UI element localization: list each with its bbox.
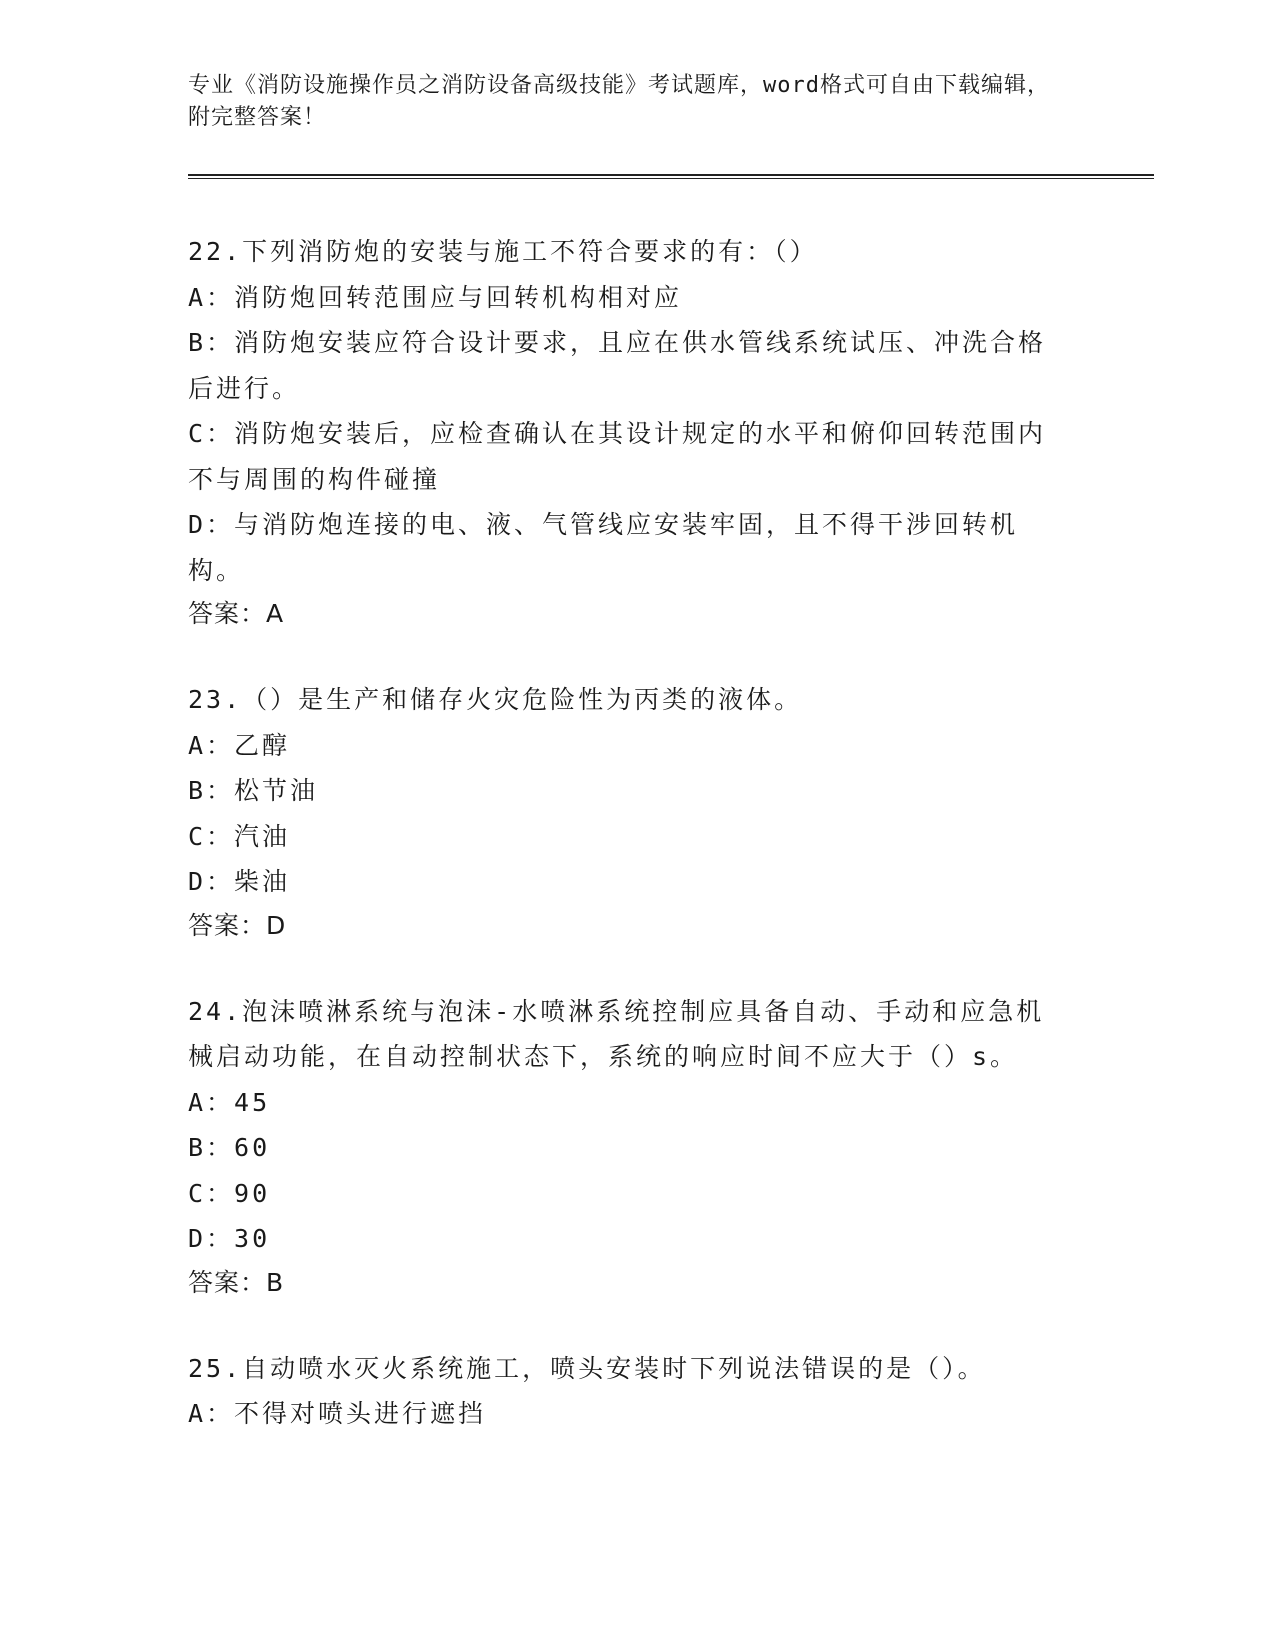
- answer-label: 答案：D: [188, 910, 287, 940]
- question-stem: 25.自动喷水灭火系统施工，喷头安装时下列说法错误的是（）。: [188, 1353, 986, 1383]
- option-d: D：30: [188, 1224, 271, 1253]
- option-c: C：消防炮安装后，应检查确认在其设计规定的水平和俯仰回转范围内不与周围的构件碰撞: [188, 419, 1047, 494]
- option-a: A：不得对喷头进行遮挡: [188, 1399, 487, 1428]
- answer-label: 答案：A: [188, 599, 285, 628]
- question-stem: 22.下列消防炮的安装与施工不符合要求的有：（）: [188, 237, 818, 266]
- option-b: B：消防炮安装应符合设计要求，且应在供水管线系统试压、冲洗合格后进行。: [188, 328, 1047, 403]
- option-a: A：45: [188, 1087, 271, 1117]
- option-c: C：汽油: [188, 821, 291, 851]
- header-divider: [188, 174, 1154, 179]
- document-header-note: 专业《消防设施操作员之消防设备高级技能》考试题库，word格式可自由下载编辑，附完整答案！: [188, 73, 1050, 130]
- question-23: [188, 677, 1148, 947]
- option-b: B：松节油: [188, 776, 319, 805]
- option-b: B：60: [188, 1133, 271, 1162]
- question-stem: 24.泡沫喷淋系统与泡沫-水喷淋系统控制应具备自动、手动和应急机械启动功能，在自动控制状态下，系统的响应时间不应大于（）s。: [188, 996, 1045, 1071]
- question-list: [188, 229, 1148, 1437]
- option-a: A：乙醇: [188, 730, 291, 760]
- question-22: [188, 229, 1148, 635]
- question-24: [188, 989, 1148, 1304]
- option-d: D：柴油: [188, 867, 291, 896]
- option-d: D：与消防炮连接的电、液、气管线应安装牢固，且不得干涉回转机构。: [188, 510, 1019, 585]
- answer-label: 答案：B: [188, 1267, 285, 1297]
- option-c: C：90: [188, 1178, 271, 1208]
- option-a: A：消防炮回转范围应与回转机构相对应: [188, 282, 683, 312]
- document-page: [188, 70, 1148, 1479]
- question-25: [188, 1346, 1148, 1437]
- question-stem: 23.（）是生产和储存火灾危险性为丙类的液体。: [188, 685, 803, 714]
